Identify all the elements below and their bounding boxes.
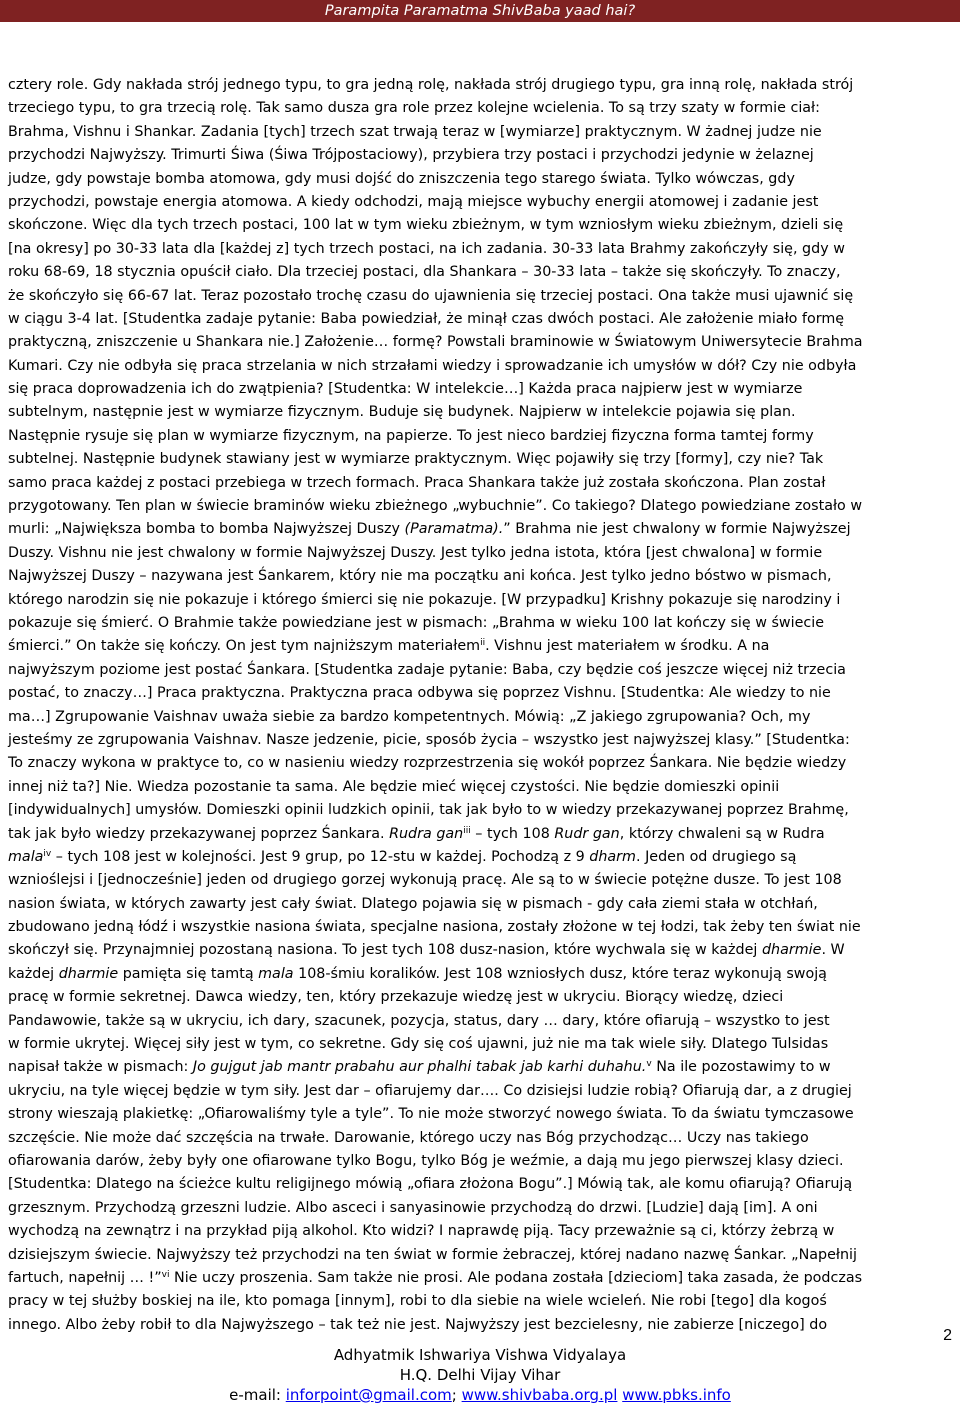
text-run: Na ile pozostawimy to w — [651, 1059, 831, 1076]
text-run: wychodzą na zewnątrz i na przykład piją alkohol. Kto widzi? I naprawdę piją. Tacy przeważnie są ci, którzy żebrzą w — [8, 1223, 835, 1240]
text-line — [8, 1244, 958, 1267]
text-line — [8, 986, 958, 1009]
text-line — [8, 448, 958, 471]
text-run: Nie uczy proszenia. Sam także nie prosi. Ale podana została [dzieciom] taka zasada, że podczas — [169, 1269, 863, 1286]
footnote-marker: vi — [161, 1269, 170, 1280]
text-run: ofiarowania darów, żeby były one ofiarowane tylko Bogu, tylko Bóg je weźmie, a dają mu jego pierwszej klasy dzieci. — [8, 1152, 844, 1169]
text-run: ” Brahma nie jest chwalony w formie Najwyższej — [503, 521, 851, 538]
text-line — [8, 635, 958, 658]
text-run: praktyczną, zniszczenie u Shankara nie.] Założenie… formę? Powstali braminowie w Światowym Uniwersytecie Brahma — [8, 334, 863, 351]
text-line — [8, 1080, 958, 1103]
page-number: 2 — [943, 1327, 952, 1344]
text-line — [8, 1010, 958, 1033]
text-run: się praca doprowadzenia ich do zwątpienia? [Studentka: W intelekcie…] Każda praca najpierw jest w wymiarze — [8, 381, 803, 398]
text-run: Kumari. Czy nie odbyła się praca strzelania w nich strzałami wiedzy i sprowadzanie ich umysłów w dół? Czy nie odbyła — [8, 357, 857, 374]
text-run: murli: „Największa bomba to bomba Najwyższej Duszy — [8, 521, 405, 538]
header-bar — [0, 0, 960, 22]
text-line — [8, 1220, 958, 1243]
text-line — [8, 846, 958, 869]
text-run: ma…] Zgrupowanie Vaishnav uważa siebie za bardzo kompetentnych. Mówią: „Z jakiego zgrupowania? Och, my — [8, 708, 811, 725]
text-run: innego. Albo żeby robił to dla Najwyższego – tak też nie jest. Najwyższy jest bezcielesny, nie zabierze [niczego] do — [8, 1316, 828, 1333]
body-text — [8, 74, 958, 1337]
footer-organization: Adhyatmik Ishwariya Vishwa Vidyalaya — [333, 1346, 627, 1364]
italic-text-run: dharmie — [761, 942, 822, 959]
text-line — [8, 893, 958, 916]
text-line — [8, 401, 958, 424]
italic-text-run: dharm — [589, 848, 636, 865]
text-run: cztery role. Gdy nakłada strój jednego typu, to gra jedną rolę, nakłada strój drugiego typu, gra inną rolę, nakłada strój — [8, 77, 854, 93]
text-line — [8, 1314, 958, 1337]
text-run: [Studentka: Dlatego na ścieżce kultu religijnego mówią „ofiara złożona Bogu”.] Mówią tak, ale komu ofiarują? Ofiarują — [8, 1176, 853, 1193]
footer — [0, 1345, 960, 1405]
text-line — [8, 542, 958, 565]
text-run: w formie ukrytej. Więcej siły jest w tym, co sekretne. Gdy się coś ujawni, już nie ma tak wiele siły. Dlatego Tulsidas — [8, 1036, 829, 1053]
text-line — [8, 97, 958, 120]
text-line — [8, 939, 958, 962]
website-link-shivbaba[interactable]: www.shivbaba.org.pl — [461, 1386, 618, 1404]
text-line — [8, 74, 958, 97]
text-line — [8, 308, 958, 331]
text-run: napisał także w pismach: — [8, 1059, 193, 1076]
footer-email-label: e-mail: — [229, 1386, 286, 1404]
text-line — [8, 1197, 958, 1220]
text-run: [indywidualnych] umysłów. Domieszki opinii ludzkich opinii, tak jak było to w wiedzy przekazywanej poprzez Brahmę, — [8, 802, 849, 819]
text-run: strony wieszają plakietkę: „Ofiarowaliśmy tyle a tyle”. To nie może stworzyć nowego świata. To da światu tymczasowe — [8, 1106, 854, 1123]
text-run: innej niż ta?] Nie. Wiedza pozostanie ta sama. Ale będzie mieć więcej czystości. Nie będzie domieszki opinii — [8, 778, 780, 795]
text-line — [8, 823, 958, 846]
italic-text-run: mala — [258, 965, 294, 982]
italic-text-run: dharmie — [58, 965, 119, 982]
text-line — [8, 612, 958, 635]
text-run: Następnie rysuje się plan w wymiarze fizycznym, na papierze. To jest nieco bardziej fizyczna forma tamtej formy — [8, 427, 814, 444]
text-line — [8, 425, 958, 448]
text-line — [8, 121, 958, 144]
text-run: – tych 108 — [470, 825, 555, 842]
text-line — [8, 869, 958, 892]
text-line — [8, 752, 958, 775]
text-line — [8, 729, 958, 752]
text-line — [8, 706, 958, 729]
text-run: wznioślejsi i [jednocześnie] jeden od drugiego gorzej wykonują pracę. Ale są to w świecie potężne dusze. To jest 108 — [8, 872, 842, 889]
text-run: subtelnym, następnie jest w wymiarze fizycznym. Buduje się budynek. Najpierw w intelekcie pojawia się plan. — [8, 404, 796, 421]
text-run: tak jak było wiedzy przekazywanej poprzez Śankara. — [8, 825, 390, 842]
text-line — [8, 1290, 958, 1313]
text-run: roku 68-69, 18 stycznia opuścił ciało. Dla trzeciej postaci, dla Shankara – 30-33 lata – także się skończyły. To znaczy, — [8, 264, 841, 281]
text-line — [8, 472, 958, 495]
text-line — [8, 191, 958, 214]
text-run: w ciągu 3-4 lat. [Studentka zadaje pytanie: Baba powiedział, że minął czas dwóch postaci. Ale założenie miało formę — [8, 310, 845, 327]
text-run: trzeciego typu, to gra trzecią rolę. Tak samo dusza gra role przez kolejne wcielenia. To są trzy szaty w formie ciał: — [8, 100, 820, 117]
text-run: fartuch, napełnij … !” — [8, 1269, 162, 1286]
footer-separator: ; — [451, 1386, 457, 1404]
website-link-pbks[interactable]: www.pbks.info — [622, 1386, 731, 1404]
text-run: postać, to znaczy…] Praca praktyczna. Praktyczna praca odbywa się poprzez Vishnu. [Studentka: Ale wiedzy to nie — [8, 685, 831, 702]
text-line — [8, 378, 958, 401]
text-run: przygotowany. Ten plan w świecie braminów wieku zbieżnego „wybuchnie”. Co takiego? Dlatego powiedziane zostało w — [8, 498, 863, 515]
text-line — [8, 776, 958, 799]
text-line — [8, 1056, 958, 1079]
text-line — [8, 285, 958, 308]
text-run: każdej — [8, 965, 59, 982]
text-run: przychodzi, powstaje energia atomowa. A kiedy odchodzi, mają miejsce wybuchy energii atomowej i zadanie jest — [8, 193, 819, 210]
italic-text-run: Rudra gan — [389, 825, 464, 842]
email-link[interactable]: inforpoint@gmail.com — [285, 1386, 452, 1404]
text-run: nasion świata, w których zawarty jest cały świat. Dlatego pojawia się w pismach - gdy cała ziemi stała w otchłań, — [8, 895, 818, 912]
text-run: [na okresy] po 30-33 lata dla [każdej z] tych trzech postaci, na ich zadania. 30-33 lata Brahmy zakończyły się, gdy w — [8, 240, 845, 257]
text-run: szczęście. Nie może dać szczęścia na trwałe. Darowanie, którego uczy nas Bóg przychodząc… Uczy nas takiego — [8, 1129, 809, 1146]
text-line — [8, 799, 958, 822]
text-run: Duszy. Vishnu nie jest chwalony w formie Najwyższej Duszy. Jest tylko jedna istota, która [jest chwalona] w formie — [8, 544, 823, 561]
text-run: To znaczy wykona w praktyce to, co w nasieniu wiedzy rozprzestrzenia się wokół poprzez Śankara. Nie będzie wiedzy — [8, 755, 847, 772]
header-title: Parampita Paramatma ShivBaba yaad hai? — [324, 3, 636, 19]
text-line — [8, 589, 958, 612]
footer-address: H.Q. Delhi Vijay Vihar — [399, 1366, 561, 1384]
text-line — [8, 963, 958, 986]
text-run: samo praca każdej z postaci przebiega w trzech formach. Praca Shankara także już została skończona. Plan został — [8, 474, 826, 491]
text-line — [8, 1267, 958, 1290]
text-run: ukryciu, na tyle więcej będzie w tym siły. Jest dar – ofiarujemy dar…. Co dzisiejsi ludzie robią? Ofiarują dar, a z drugiej — [8, 1082, 852, 1099]
text-run: skończył się. Przynajmniej pozostaną nasiona. To jest tych 108 dusz-nasion, które wychwala się w każdej — [8, 942, 762, 959]
footnote-marker: ii — [480, 638, 486, 649]
text-line — [8, 495, 958, 518]
footer-contact-line — [0, 1385, 960, 1405]
footnote-marker: iii — [463, 825, 471, 836]
text-line — [8, 659, 958, 682]
italic-text-run: Jo gujgut jab mantr prabahu aur phalhi tabak jab karhi duhahu. — [192, 1059, 647, 1076]
text-run: pracę w formie sekretnej. Dawca wiedzy, ten, który przekazuje wiedzę jest w ukryciu. Biorący wiedzę, dzieci — [8, 989, 784, 1006]
text-line — [8, 565, 958, 588]
text-line — [8, 518, 958, 541]
italic-text-run: mala — [8, 848, 44, 865]
text-run: śmierci.” On także się kończy. On jest tym najniższym materiałem — [8, 638, 481, 655]
text-run: Najwyższej Duszy – nazywana jest Śankarem, który nie ma początku ani końca. Jest tylko jedno bóstwo w pismach, — [8, 568, 832, 585]
text-line — [8, 916, 958, 939]
text-run: . W — [821, 942, 845, 959]
text-run: Brahma, Vishnu i Shankar. Zadania [tych] trzech szat trwają teraz w [wymiarze] praktycznym. W żadnej judze nie — [8, 123, 822, 140]
text-run: subtelnej. Następnie budynek stawiany jest w wymiarze praktycznym. Więc pojawiły się trzy [formy], czy nie? Tak — [8, 451, 824, 468]
text-line — [8, 1173, 958, 1196]
text-line — [8, 1103, 958, 1126]
text-run: grzesznym. Przychodzą grzeszni ludzie. Albo asceci i sanyasinowie przychodzą do drzwi. [Ludzie] dają [im]. A oni — [8, 1199, 818, 1216]
text-run: . Vishnu jest materiałem w środku. A na — [485, 638, 770, 655]
text-run: – tych 108 jest w kolejności. Jest 9 grup, po 12-stu w każdej. Pochodzą z 9 — [51, 848, 590, 865]
text-line — [8, 682, 958, 705]
footnote-marker: v — [646, 1059, 652, 1070]
text-run: zbudowano jedną łódź i wszystkie nasiona świata, specjalne nasiona, zostały złożone w tej łodzi, tak żeby ten świat nie — [8, 919, 861, 936]
text-line — [8, 1127, 958, 1150]
text-run: judze, gdy powstaje bomba atomowa, gdy musi dojść do zniszczenia tego starego świata. Tylko wówczas, gdy — [8, 170, 795, 187]
text-run: najwyższym poziome jest postać Śankara. [Studentka zadaje pytanie: Baba, czy będzie coś jeszcze więcej niż trzecia — [8, 661, 846, 678]
text-run: dzisiejszym świecie. Najwyższy też przychodzi na ten świat w formie żebraczej, której nadano nazwę Śankar. „Napełnij — [8, 1246, 857, 1263]
text-run: 108-śmiu koralików. Jest 108 wzniosłych dusz, które teraz wykonują swoją — [293, 965, 827, 982]
text-run: , którzy chwaleni są w Rudra — [619, 825, 825, 842]
text-line — [8, 168, 958, 191]
text-run: pokazuje się śmierć. O Brahmie także powiedziane jest w pismach: „Brahma w wieku 100 lat kończy się w świecie — [8, 614, 824, 631]
italic-text-run: (Paramatma). — [404, 521, 504, 538]
text-line — [8, 331, 958, 354]
text-run: którego narodzin się nie pokazuje i którego śmierci się nie pokazuje. [W przypadku] Krishny pokazuje się narodziny i — [8, 591, 841, 608]
text-line — [8, 238, 958, 261]
text-line — [8, 355, 958, 378]
text-run: pamięta się tamtą — [118, 965, 259, 982]
footnote-marker: iv — [43, 848, 52, 859]
text-run: pracy w tej służby boskiej na ile, kto pomaga [innym], robi to dla siebie na wiele wcieleń. Nie robi [tego] dla kogoś — [8, 1293, 827, 1310]
text-line — [8, 1150, 958, 1173]
text-run: że skończyło się 66-67 lat. Teraz pozostało trochę czasu do ujawnienia się trzeciej postaci. Ona także musi ujawnić się — [8, 287, 854, 304]
text-run: . Jeden od drugiego są — [635, 848, 797, 865]
text-line — [8, 261, 958, 284]
text-line — [8, 214, 958, 237]
text-run: jesteśmy ze zgrupowania Vaishnav. Nasze jedzenie, picie, sposób życia – wszystko jest najwyższej klasy.” [Studentka: — [8, 731, 850, 748]
text-run: przychodzi Najwyższy. Trimurti Śiwa (Śiwa Trójpostaciowy), przybiera trzy postaci i przychodzi jedynie w żelaznej — [8, 147, 814, 164]
text-run: Pandawowie, także są w ukryciu, ich dary, szacunek, pozycja, status, dary … dary, które ofiarują – wszystko to jest — [8, 1012, 830, 1029]
text-line — [8, 1033, 958, 1056]
italic-text-run: Rudr gan — [554, 825, 620, 842]
text-run: skończone. Więc dla tych trzech postaci, 100 lat w tym wieku zbieżnym, w tym wzniosłym wieku zbieżnym, dzieli się — [8, 217, 844, 234]
text-line — [8, 144, 958, 167]
